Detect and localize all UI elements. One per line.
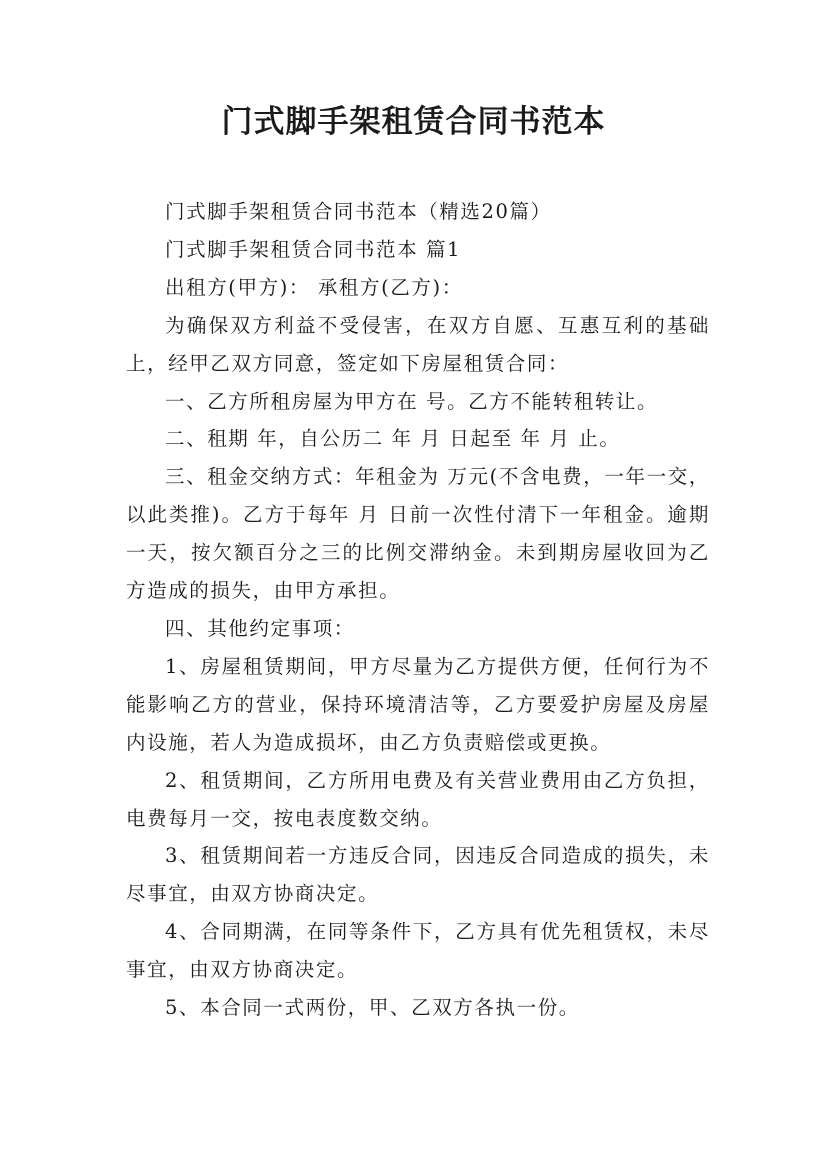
item-4: 4、合同期满，在同等条件下，乙方具有优先租赁权，未尽事宜，由双方协商决定。 xyxy=(126,920,710,982)
item-3: 3、租赁期间若一方违反合同，因违反合同造成的损失，未尽事宜，由双方协商决定。 xyxy=(126,844,710,906)
document-body xyxy=(126,193,710,1027)
clause-2: 二、租期 年，自公历二 年 月 日起至 年 月 止。 xyxy=(165,427,621,451)
item-2: 2、租赁期间，乙方所用电费及有关营业费用由乙方负担，电费每月一交，按电表度数交纳。 xyxy=(126,768,710,830)
item-5: 5、本合同一式两份，甲、乙双方各执一份。 xyxy=(165,996,580,1020)
preamble-paragraph: 为确保双方利益不受侵害，在双方自愿、互惠互利的基础上，经甲乙双方同意，签定如下房屋租赁合同： xyxy=(126,313,710,375)
clause-4-heading: 四、其他约定事项： xyxy=(165,616,355,640)
parties-line: 出租方(甲方)： 承租方(乙方)： xyxy=(165,275,463,299)
item-1: 1、房屋租赁期间，甲方尽量为乙方提供方便，任何行为不能影响乙方的营业，保持环境清洁等，乙方要爱护房屋及房屋内设施，若人为造成损坏，由乙方负责赔偿或更换。 xyxy=(126,654,710,754)
document-title: 门式脚手架租赁合同书范本 xyxy=(221,104,606,140)
section-heading: 门式脚手架租赁合同书范本 篇1 xyxy=(165,237,462,261)
clause-1: 一、乙方所租房屋为甲方在 号。乙方不能转租转让。 xyxy=(165,389,659,413)
subtitle-paragraph: 门式脚手架租赁合同书范本（精选20篇） xyxy=(165,200,552,223)
clause-3: 三、租金交纳方式：年租金为 万元(不含电费，一年一交，以此类推)。乙方于每年 月 日前一次性付清下一年租金。逾期一天，按欠额百分之三的比例交滞纳金。未到期房屋收回为乙方造成的损失，由甲方承担。 xyxy=(126,465,710,603)
